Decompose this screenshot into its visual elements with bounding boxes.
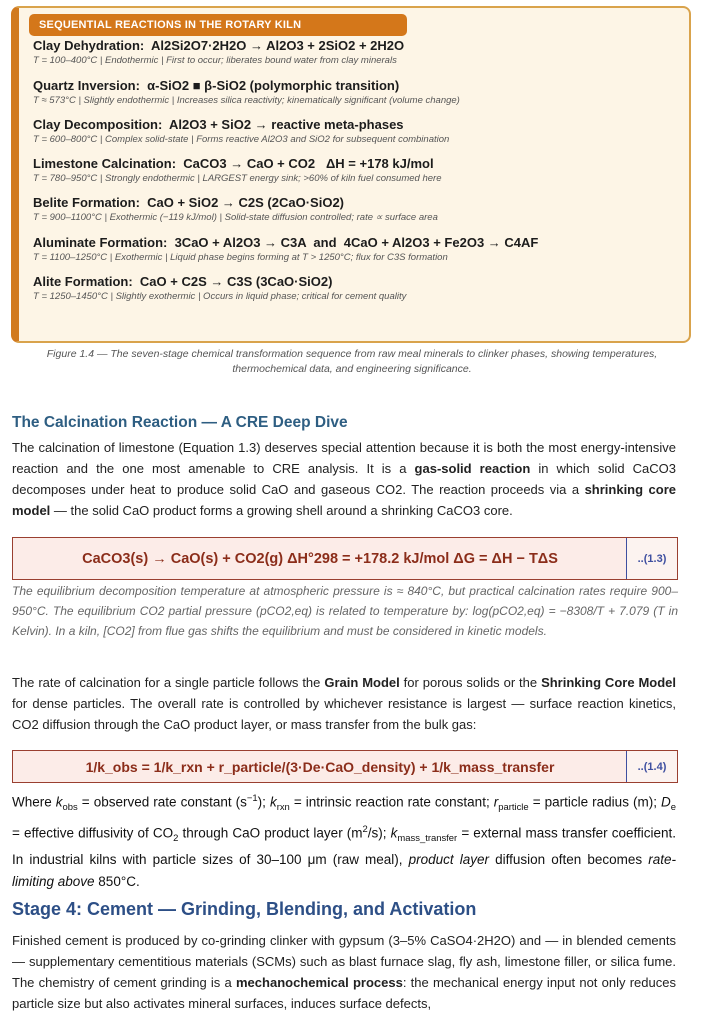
reaction-limestone-calcination [33,156,683,185]
reaction-meta: T = 900–1100°C | Exothermic (−119 kJ/mol) | Solid-state diffusion controlled; rate ∝ surface area [33,212,438,223]
equation-box-1-3 [12,537,678,580]
equilibrium-note: The equilibrium decomposition temperature at atmospheric pressure is ≈ 840°C, but practical calcination rates require 900–950°C. The equilibrium CO2 partial pressure (pCO2,eq) is related to temperature by: log(pCO2,eq) = −8308/T + 7.079 (T in Kelvin). In a kiln, [CO2] from flue gas shifts the equilibrium and must be considered in kinetic models. [12,584,678,638]
symbol: k [269,794,277,810]
text-run: The calcination of limestone (Equation 1.3) deserves special attention because it is both the most energy-intensive reaction and the one most amenable to CRE analysis. It is a [12,440,676,476]
reaction-equation: α-SiO2 ■ β-SiO2 (polymorphic transition) [147,78,400,93]
text-bold: Shrinking Core Model [541,675,677,690]
reaction-equation: CaO + SiO2 → C2S (2CaO·SiO2) [147,195,345,210]
equation-box-1-4 [12,750,678,783]
reaction-label: Limestone Calcination: [33,156,177,171]
reaction-equation: Al2Si2O7·2H2O → Al2O3 + 2SiO2 + 2H2O [151,38,405,53]
equation-number: ..(1.4) [626,751,677,782]
text-run: — the solid CaO product forms a growing shell around a shrinking CaCO3 core. [50,503,513,518]
text-run: The rate of calcination for a single particle follows the [12,675,325,690]
reaction-meta: T = 600–800°C | Complex solid-state | Forms reactive Al2O3 and SiO2 for subsequent combination [33,134,450,145]
reaction-clay-dehydration [33,38,683,67]
reaction-meta: T = 1100–1250°C | Exothermic | Liquid phase begins forming at T > 1250°C; flux for C3S formation [33,252,448,263]
symbol: k [390,825,398,841]
kiln-reactions-panel [11,6,691,343]
text-run: = effective diffusivity of CO [12,825,174,841]
equation-formula: 1/k_obs = 1/k_rxn + r_particle/(3·De·CaO_density) + 1/k_mass_transfer [85,758,555,775]
paragraph-cement-grinding [12,930,676,1014]
text-run: 850°C. [94,873,140,889]
equation-formula: CaCO3(s) → CaO(s) + CO2(g) ΔH°298 = +178.2 kJ/mol ΔG = ΔH − TΔS [82,550,558,567]
superscript: 2 [362,823,368,835]
text-run: diffusion often becomes [489,852,649,868]
paragraph-variable-definitions [12,788,676,892]
reaction-meta: T = 780–950°C | Strongly endothermic | LARGEST energy sink; >60% of kiln fuel consumed here [33,173,442,184]
text-run: = particle radius (m); [528,794,661,810]
reaction-aluminate-formation [33,235,683,264]
text-bold: mechanochemical process [236,975,403,990]
reaction-label: Clay Decomposition: [33,117,163,132]
subscript: mass_transfer [397,832,458,844]
reaction-meta: T = 1250–1450°C | Slightly exothermic | Occurs in liquid phase; critical for cement quality [33,291,407,302]
paragraph-calcination-intro [12,437,676,521]
reaction-equation: CaO + C2S → C3S (3CaO·SiO2) [139,274,333,289]
text-run: : the mechanical energy input not only reduces particle size but also activates mineral surfaces, induces surface defects, [12,975,676,1011]
text-run: for porous solids or the [399,675,542,690]
subscript: e [670,802,676,814]
superscript: −1 [246,793,258,804]
reaction-label: Aluminate Formation: [33,235,168,250]
subscript: rxn [276,802,290,814]
figure-caption: Figure 1.4 — The seven-stage chemical transformation sequence from raw meal minerals to clinker phases, showing temperatures, thermochemical data, and engineering significance. [46,348,658,375]
section-title-calcination: The Calcination Reaction — A CRE Deep Dive [12,414,348,431]
text-run: for dense particles. The overall rate is controlled by whichever resistance is largest — surface reaction kinetics, CO2 diffusion through the CaO product layer, or mass transfer from the bulk gas: [12,696,676,732]
reaction-meta: T ≈ 573°C | Slightly endothermic | Increases silica reactivity; kinematically significant (volume change) [33,95,460,106]
text-run: ); [257,794,270,810]
text-bold: shrinking core model [12,482,677,518]
reaction-meta: T = 100–400°C | Endothermic | First to occur; liberates bound water from clay minerals [33,55,397,66]
symbol: D [661,794,671,810]
reaction-alite-formation [33,274,683,303]
reaction-label: Alite Formation: [33,274,133,289]
paragraph-rate-model [12,672,676,735]
text-bold: gas-solid reaction [414,461,531,476]
equation-number: ..(1.3) [626,538,677,579]
reaction-equation: CaCO3 → CaO + CO2 ΔH = +178 kJ/mol [183,156,434,171]
text-run: = external mass transfer coefficient. In industrial kilns with particle sizes of 30–100 μm (raw meal), [12,825,676,868]
reaction-quartz-inversion [33,78,683,107]
text-italic: product layer [408,852,490,868]
reaction-equation: Al2O3 + SiO2 → reactive meta-phases [169,117,404,132]
subscript: particle [498,802,529,814]
text-run: /s); [367,825,391,841]
text-run: = observed rate constant (s [77,794,247,810]
kiln-panel-header: SEQUENTIAL REACTIONS IN THE ROTARY KILN [29,14,407,36]
subscript: 2 [173,832,179,844]
text-bold: Grain Model [324,675,400,690]
reaction-label: Quartz Inversion: [33,78,140,93]
reaction-equation: 3CaO + Al2O3 → C3A and 4CaO + Al2O3 + Fe2O3 → C4AF [174,235,539,250]
section-title-stage-4: Stage 4: Cement — Grinding, Blending, and Activation [12,899,477,919]
symbol: k [55,794,63,810]
reaction-belite-formation [33,195,683,224]
reaction-label: Belite Formation: [33,195,140,210]
reaction-label: Clay Dehydration: [33,38,145,53]
text-run: in which solid CaCO3 decomposes under heat to produce solid CaO and gaseous CO2. The reaction proceeds via a [12,461,676,497]
reaction-clay-decomposition [33,117,683,146]
symbol: r [493,794,499,810]
subscript: obs [62,802,78,814]
text-run: Finished cement is produced by co-grinding clinker with gypsum (3–5% CaSO4·2H2O) and — in blended cements — supplementary cementitious materials (SCMs) such as blast furnace slag, fly ash, limestone filler, or silica fume. The chemistry of cement grinding is a [12,933,676,990]
text-italic: rate-limiting above [12,852,676,889]
text-run: = intrinsic reaction rate constant; [289,794,494,810]
text-run: through CaO product layer (m [178,825,363,841]
text-run: Where [12,794,56,810]
